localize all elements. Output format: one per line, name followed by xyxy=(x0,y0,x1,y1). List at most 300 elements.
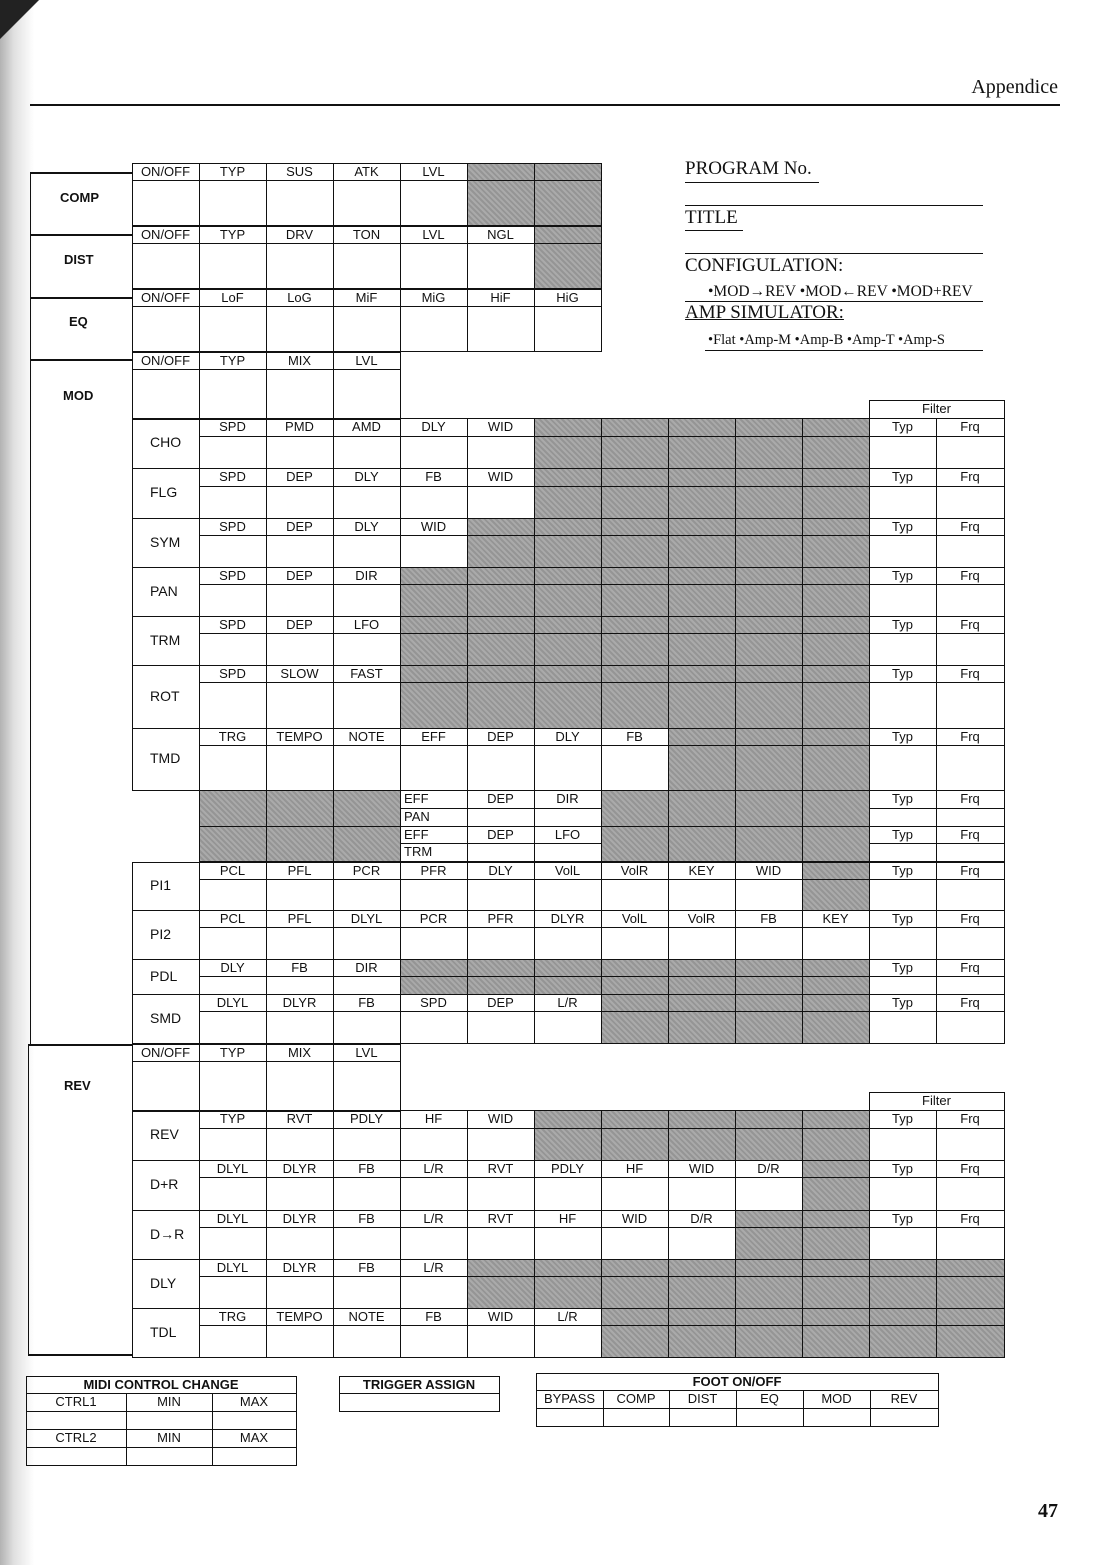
rot-param-header xyxy=(668,665,736,683)
smd-param-value[interactable] xyxy=(266,1011,334,1044)
d-r-param-value[interactable] xyxy=(534,1177,602,1211)
cho-filter-value[interactable] xyxy=(936,436,1005,469)
midi-value-cell[interactable] xyxy=(126,1447,213,1466)
d-r-param-value[interactable] xyxy=(266,1177,334,1211)
mod-bracket xyxy=(30,359,132,361)
dly-param-value[interactable] xyxy=(199,1276,267,1309)
tmd-sub-blank xyxy=(802,826,870,862)
cho-param-value xyxy=(735,436,803,469)
eq-param-label: LoG xyxy=(287,290,312,305)
rot-param-header xyxy=(735,665,803,683)
rot-param-value xyxy=(601,682,669,729)
rev-filter-value[interactable] xyxy=(936,1128,1005,1161)
pdl-filter-label: Typ xyxy=(892,960,913,975)
pdl-param-value[interactable] xyxy=(266,976,334,995)
rev-param-value[interactable] xyxy=(199,1128,267,1161)
d-r-param-value[interactable] xyxy=(266,1227,334,1260)
cho-param-value[interactable] xyxy=(333,436,401,469)
pi2-param-label: DLYL xyxy=(350,911,383,926)
pi2-param-value[interactable] xyxy=(400,927,468,960)
rev-rev-name: REV xyxy=(150,1126,179,1142)
amp-simulator-rule xyxy=(705,350,983,351)
pdl-param-value xyxy=(601,976,669,995)
eq-param-label: LoF xyxy=(221,290,244,305)
foot-switch-cell[interactable] xyxy=(536,1408,604,1427)
tmd-filter-value[interactable] xyxy=(936,745,1005,791)
rev-main-value-cell[interactable] xyxy=(333,1061,401,1112)
tmd-param-value[interactable] xyxy=(534,745,602,791)
dist-param-label: TYP xyxy=(219,227,246,242)
trm-filter-label: Frq xyxy=(960,617,980,632)
eq-param-label: MiF xyxy=(355,290,378,305)
rot-filter-value[interactable] xyxy=(936,682,1005,729)
cho-param-value[interactable] xyxy=(266,436,334,469)
tdl-param-value xyxy=(601,1325,669,1358)
sym-param-label: DEP xyxy=(286,519,313,534)
pi2-param-label: VolL xyxy=(621,911,648,926)
tmd-param-header xyxy=(735,728,803,746)
smd-param-label: DLYL xyxy=(216,995,249,1010)
dist-value-cell[interactable] xyxy=(132,243,200,289)
comp-value-cell[interactable] xyxy=(400,180,468,226)
rev-param-value[interactable] xyxy=(467,1128,535,1161)
pi1-param-value[interactable] xyxy=(266,879,334,911)
pi1-filter-value[interactable] xyxy=(936,879,1005,911)
pdl-param-value xyxy=(534,976,602,995)
dly-param-value xyxy=(668,1276,736,1309)
trm-param-value[interactable] xyxy=(199,633,267,666)
sym-param-value xyxy=(802,535,870,568)
pdl-param-value[interactable] xyxy=(199,976,267,995)
rev-d-r-name: D+R xyxy=(150,1176,179,1192)
smd-param-label: SPD xyxy=(420,995,447,1010)
smd-filter-label: Typ xyxy=(892,995,913,1010)
midi-value-cell[interactable] xyxy=(26,1411,127,1430)
pi2-param-value[interactable] xyxy=(802,927,870,960)
d-r-param-value[interactable] xyxy=(199,1177,267,1211)
rot-param-value[interactable] xyxy=(266,682,334,729)
d-r-param-label: DLYL xyxy=(216,1161,249,1176)
cho-param-label: SPD xyxy=(219,419,246,434)
smd-param-value[interactable] xyxy=(534,1011,602,1044)
d-r-param-value[interactable] xyxy=(400,1227,468,1260)
eq-value-cell[interactable] xyxy=(400,306,468,352)
d-r-param-label: FB xyxy=(358,1161,375,1176)
cho-param-label: PMD xyxy=(285,419,314,434)
title-field-rule xyxy=(685,253,983,254)
tmd-sub-param-value[interactable] xyxy=(467,843,535,862)
cho-filter-label: Frq xyxy=(960,419,980,434)
tmd-sub-param-value[interactable] xyxy=(534,808,602,827)
eq-value-cell[interactable] xyxy=(199,306,267,352)
cho-filter-value[interactable] xyxy=(869,436,937,469)
d-r-param-value[interactable] xyxy=(199,1227,267,1260)
d-r-filter-value[interactable] xyxy=(936,1177,1005,1211)
pdl-filter-value[interactable] xyxy=(869,976,937,995)
dly-filter-header xyxy=(936,1259,1005,1277)
tdl-filter-value xyxy=(869,1325,937,1358)
pi2-filter-value[interactable] xyxy=(936,927,1005,960)
pi2-param-value[interactable] xyxy=(333,927,401,960)
foot-bypass-label: BYPASS xyxy=(543,1391,596,1406)
trm-param-value xyxy=(668,633,736,666)
foot-switch-cell[interactable] xyxy=(736,1408,804,1427)
flg-param-label: SPD xyxy=(219,469,246,484)
foot-switch-cell[interactable] xyxy=(803,1408,871,1427)
sym-param-label: DLY xyxy=(354,519,379,534)
midi-label: CTRL1 xyxy=(55,1394,97,1409)
pi1-param-value[interactable] xyxy=(601,879,669,911)
dly-param-value xyxy=(601,1276,669,1309)
midi-value-cell[interactable] xyxy=(212,1447,297,1466)
pi1-param-value[interactable] xyxy=(735,879,803,911)
pi2-param-value[interactable] xyxy=(199,927,267,960)
tdl-param-label: TEMPO xyxy=(276,1309,323,1324)
foot-switch-cell[interactable] xyxy=(870,1408,939,1427)
trm-param-value xyxy=(534,633,602,666)
mod-main-value-cell[interactable] xyxy=(333,369,401,420)
configuration-label: CONFIGULATION: xyxy=(685,255,844,276)
eq-value-cell[interactable] xyxy=(467,306,535,352)
mod-main-value-cell[interactable] xyxy=(199,369,267,420)
pi1-param-value[interactable] xyxy=(333,879,401,911)
trm-param-value[interactable] xyxy=(266,633,334,666)
smd-param-header xyxy=(601,994,669,1012)
rev-main-value-cell[interactable] xyxy=(132,1061,200,1112)
comp-value-cell[interactable] xyxy=(266,180,334,226)
mod-main-value-cell[interactable] xyxy=(266,369,334,420)
rev-tdl-name: TDL xyxy=(150,1323,177,1340)
pdl-param-value[interactable] xyxy=(333,976,401,995)
mod-left-rule xyxy=(30,359,31,1044)
tdl-param-value[interactable] xyxy=(534,1325,602,1358)
smd-filter-value[interactable] xyxy=(869,1011,937,1044)
pi2-param-value[interactable] xyxy=(668,927,736,960)
pan-param-value[interactable] xyxy=(199,584,267,617)
foot-switch-cell[interactable] xyxy=(669,1408,737,1427)
tmd-sub-filter-value[interactable] xyxy=(936,808,1005,827)
tdl-param-header xyxy=(735,1308,803,1326)
rev-filter-label: Typ xyxy=(892,1111,913,1126)
tmd-sub-blank xyxy=(199,826,267,862)
sym-param-value[interactable] xyxy=(333,535,401,568)
eq-bracket xyxy=(30,297,132,299)
midi-value-cell[interactable] xyxy=(26,1447,127,1466)
d-r-param-value[interactable] xyxy=(467,1177,535,1211)
flg-param-value[interactable] xyxy=(266,486,334,519)
comp-bracket xyxy=(30,172,132,174)
rev-filter-value[interactable] xyxy=(869,1128,937,1161)
smd-param-header xyxy=(735,994,803,1012)
foot-switch-cell[interactable] xyxy=(603,1408,670,1427)
pdl-filter-value[interactable] xyxy=(936,976,1005,995)
smd-param-label: L/R xyxy=(557,995,578,1010)
rev-bracket xyxy=(28,1044,132,1046)
dist-value-cell[interactable] xyxy=(467,243,535,289)
smd-param-header xyxy=(802,994,870,1012)
pi2-param-label: PFR xyxy=(487,911,514,926)
tdl-param-value xyxy=(735,1325,803,1358)
eq-value-cell[interactable] xyxy=(266,306,334,352)
d-r-param-value[interactable] xyxy=(735,1177,803,1211)
eq-value-cell[interactable] xyxy=(333,306,401,352)
tdl-param-value[interactable] xyxy=(333,1325,401,1358)
pi1-filter-value[interactable] xyxy=(869,879,937,911)
cho-param-value[interactable] xyxy=(199,436,267,469)
pi2-param-value[interactable] xyxy=(735,927,803,960)
pdl-param-header xyxy=(735,959,803,977)
pdl-param-header xyxy=(400,959,468,977)
rot-filter-value[interactable] xyxy=(869,682,937,729)
tmd-sub-filter-value[interactable] xyxy=(869,808,937,827)
d-r-param-value[interactable] xyxy=(333,1177,401,1211)
pdl-param-value xyxy=(802,976,870,995)
trm-param-value[interactable] xyxy=(333,633,401,666)
tmd-param-value[interactable] xyxy=(400,745,468,791)
dly-param-label: DLYL xyxy=(216,1260,249,1275)
tmd-param-value[interactable] xyxy=(199,745,267,791)
program-number-label: PROGRAM No. xyxy=(685,158,812,179)
trm-filter-value[interactable] xyxy=(936,633,1005,666)
cho-param-value xyxy=(668,436,736,469)
trm-param-label: DEP xyxy=(286,617,313,632)
rev-main-param-label: LVL xyxy=(355,1045,378,1060)
rev-param-value[interactable] xyxy=(400,1128,468,1161)
tmd-param-label: TEMPO xyxy=(276,729,323,744)
pi2-param-label: KEY xyxy=(822,911,849,926)
dly-param-value xyxy=(802,1276,870,1309)
pdl-param-label: DIR xyxy=(355,960,378,975)
title-underline-2 xyxy=(685,230,743,231)
eq-value-cell[interactable] xyxy=(534,306,602,352)
pi2-param-value[interactable] xyxy=(601,927,669,960)
tmd-param-value xyxy=(802,745,870,791)
d-r-param-label: DLYR xyxy=(282,1211,317,1226)
pdl-param-header xyxy=(802,959,870,977)
d-r-param-label: HF xyxy=(558,1211,577,1226)
comp-param-label: ATK xyxy=(354,164,379,179)
rot-param-value xyxy=(668,682,736,729)
tdl-param-value[interactable] xyxy=(467,1325,535,1358)
flg-filter-value[interactable] xyxy=(869,486,937,519)
pan-filter-value[interactable] xyxy=(869,584,937,617)
tmd-param-header xyxy=(668,728,736,746)
pi2-filter-label: Frq xyxy=(960,911,980,926)
tmd-param-value xyxy=(668,745,736,791)
d-r-filter-value[interactable] xyxy=(936,1227,1005,1260)
pan-param-value[interactable] xyxy=(266,584,334,617)
smd-param-value[interactable] xyxy=(199,1011,267,1044)
foot-title: FOOT ON/OFF xyxy=(692,1374,782,1389)
sym-param-value[interactable] xyxy=(400,535,468,568)
comp-value-cell[interactable] xyxy=(333,180,401,226)
pdl-param-label: DLY xyxy=(220,960,245,975)
trm-param-header xyxy=(601,616,669,634)
sym-param-value[interactable] xyxy=(199,535,267,568)
trigger-title: TRIGGER ASSIGN xyxy=(362,1377,476,1392)
pi2-filter-value[interactable] xyxy=(869,927,937,960)
tmd-sub-blank xyxy=(668,790,736,827)
d-r-param-value[interactable] xyxy=(333,1227,401,1260)
smd-param-value[interactable] xyxy=(333,1011,401,1044)
tdl-param-value xyxy=(668,1325,736,1358)
amp-simulator-options: •Flat •Amp-M •Amp-B •Amp-T •Amp-S xyxy=(708,332,945,348)
eq-value-cell[interactable] xyxy=(132,306,200,352)
cho-param-value[interactable] xyxy=(467,436,535,469)
mod-tmd-name: TMD xyxy=(150,750,181,766)
cho-param-header xyxy=(601,418,669,437)
rot-param-value[interactable] xyxy=(333,682,401,729)
d-r-param-value[interactable] xyxy=(668,1177,736,1211)
tmd-param-value[interactable] xyxy=(266,745,334,791)
d-r-param-value xyxy=(802,1177,870,1211)
mod-main-value-cell[interactable] xyxy=(132,369,200,420)
dly-param-value[interactable] xyxy=(333,1276,401,1309)
flg-filter-label: Frq xyxy=(960,469,980,484)
sym-filter-value[interactable] xyxy=(869,535,937,568)
midi-value-cell[interactable] xyxy=(126,1411,213,1430)
tdl-param-value xyxy=(802,1325,870,1358)
d-r-param-value[interactable] xyxy=(467,1227,535,1260)
cho-param-header xyxy=(668,418,736,437)
tdl-param-label: NOTE xyxy=(348,1309,385,1324)
smd-param-value[interactable] xyxy=(400,1011,468,1044)
dly-param-header xyxy=(668,1259,736,1277)
pi2-param-value[interactable] xyxy=(467,927,535,960)
d-r-param-value[interactable] xyxy=(534,1227,602,1260)
tmd-sub-param-label: LFO xyxy=(554,827,581,842)
mod-pdl-name: PDL xyxy=(150,967,178,984)
rot-param-value xyxy=(467,682,535,729)
sym-param-value xyxy=(668,535,736,568)
rev-param-value[interactable] xyxy=(266,1128,334,1161)
tmd-param-value[interactable] xyxy=(467,745,535,791)
rot-param-value[interactable] xyxy=(199,682,267,729)
rot-param-value xyxy=(400,682,468,729)
flg-filter-value[interactable] xyxy=(936,486,1005,519)
amp-simulator-label: AMP SIMULATOR: xyxy=(685,302,844,323)
rot-filter-label: Frq xyxy=(960,666,980,681)
comp-value-cell[interactable] xyxy=(132,180,200,226)
rev-param-value[interactable] xyxy=(333,1128,401,1161)
d-r-param-value[interactable] xyxy=(601,1227,669,1260)
comp-param-label: ON/OFF xyxy=(140,164,191,179)
pdl-param-header xyxy=(534,959,602,977)
tmd-param-label: DLY xyxy=(555,729,580,744)
dist-value-cell[interactable] xyxy=(333,243,401,289)
dist-value-cell[interactable] xyxy=(266,243,334,289)
smd-param-header xyxy=(668,994,736,1012)
tmd-sub-blank xyxy=(266,790,334,827)
tmd-param-value[interactable] xyxy=(601,745,669,791)
flg-param-value[interactable] xyxy=(467,486,535,519)
flg-param-value[interactable] xyxy=(333,486,401,519)
sym-param-value[interactable] xyxy=(266,535,334,568)
pi2-param-value[interactable] xyxy=(266,927,334,960)
tmd-sub-filter-value[interactable] xyxy=(936,843,1005,862)
mod-pan-name: PAN xyxy=(150,582,178,599)
tmd-sub-filter-value[interactable] xyxy=(869,843,937,862)
flg-param-value[interactable] xyxy=(199,486,267,519)
trm-param-header xyxy=(668,616,736,634)
pi1-param-value[interactable] xyxy=(668,879,736,911)
tmd-param-value[interactable] xyxy=(333,745,401,791)
midi-title: MIDI CONTROL CHANGE xyxy=(83,1377,239,1392)
cho-param-value[interactable] xyxy=(400,436,468,469)
smd-param-value[interactable] xyxy=(467,1011,535,1044)
smd-filter-value[interactable] xyxy=(936,1011,1005,1044)
tdl-param-value[interactable] xyxy=(266,1325,334,1358)
rev-main-value-cell[interactable] xyxy=(199,1061,267,1112)
pan-param-header xyxy=(668,567,736,585)
pan-param-value xyxy=(534,584,602,617)
pi2-param-label: PCL xyxy=(219,911,246,926)
comp-value-cell[interactable] xyxy=(199,180,267,226)
tmd-filter-value[interactable] xyxy=(869,745,937,791)
rev-main-value-cell[interactable] xyxy=(266,1061,334,1112)
smd-param-value xyxy=(668,1011,736,1044)
mod-main-param-label: MIX xyxy=(287,353,312,368)
foot-mod-label: MOD xyxy=(821,1391,852,1406)
d-r-param-value[interactable] xyxy=(400,1177,468,1211)
dist-value-cell[interactable] xyxy=(400,243,468,289)
tmd-sub-param-value[interactable] xyxy=(534,843,602,862)
sym-filter-value[interactable] xyxy=(936,535,1005,568)
pan-param-value[interactable] xyxy=(333,584,401,617)
d-r-param-value[interactable] xyxy=(601,1177,669,1211)
comp-param-label: LVL xyxy=(422,164,445,179)
dly-filter-value xyxy=(936,1276,1005,1309)
rot-filter-label: Typ xyxy=(892,666,913,681)
d-r-param-value[interactable] xyxy=(668,1227,736,1260)
flg-param-value[interactable] xyxy=(400,486,468,519)
pan-param-value xyxy=(668,584,736,617)
dist-value-cell[interactable] xyxy=(199,243,267,289)
cho-param-value xyxy=(802,436,870,469)
tdl-param-value[interactable] xyxy=(199,1325,267,1358)
sym-param-label: WID xyxy=(420,519,447,534)
pi1-param-value[interactable] xyxy=(467,879,535,911)
pi1-param-value[interactable] xyxy=(534,879,602,911)
trm-param-label: SPD xyxy=(219,617,246,632)
pan-param-header xyxy=(802,567,870,585)
cho-param-header xyxy=(735,418,803,437)
pan-filter-value[interactable] xyxy=(936,584,1005,617)
trigger-value-cell[interactable] xyxy=(339,1393,500,1412)
d-r-filter-value[interactable] xyxy=(869,1177,937,1211)
pi1-param-value[interactable] xyxy=(400,879,468,911)
tmd-sub-param-value[interactable] xyxy=(467,808,535,827)
trm-filter-label: Typ xyxy=(892,617,913,632)
flg-param-header xyxy=(601,468,669,487)
tdl-param-value[interactable] xyxy=(400,1325,468,1358)
rot-param-label: FAST xyxy=(350,666,383,681)
pdl-param-header xyxy=(668,959,736,977)
mod-rot-name: ROT xyxy=(150,687,180,704)
d-r-param-label: PDLY xyxy=(551,1161,584,1176)
tmd-sub-blank xyxy=(333,790,401,827)
rev-param-header xyxy=(668,1110,736,1129)
midi-value-cell[interactable] xyxy=(212,1411,297,1430)
pi1-param-value[interactable] xyxy=(199,879,267,911)
pi2-param-value[interactable] xyxy=(534,927,602,960)
d-r-filter-value[interactable] xyxy=(869,1227,937,1260)
trm-filter-value[interactable] xyxy=(869,633,937,666)
dly-param-value[interactable] xyxy=(266,1276,334,1309)
mod-pi2-name: PI2 xyxy=(150,925,172,942)
tmd-sub-blank xyxy=(601,790,669,827)
dly-param-value[interactable] xyxy=(400,1276,468,1309)
